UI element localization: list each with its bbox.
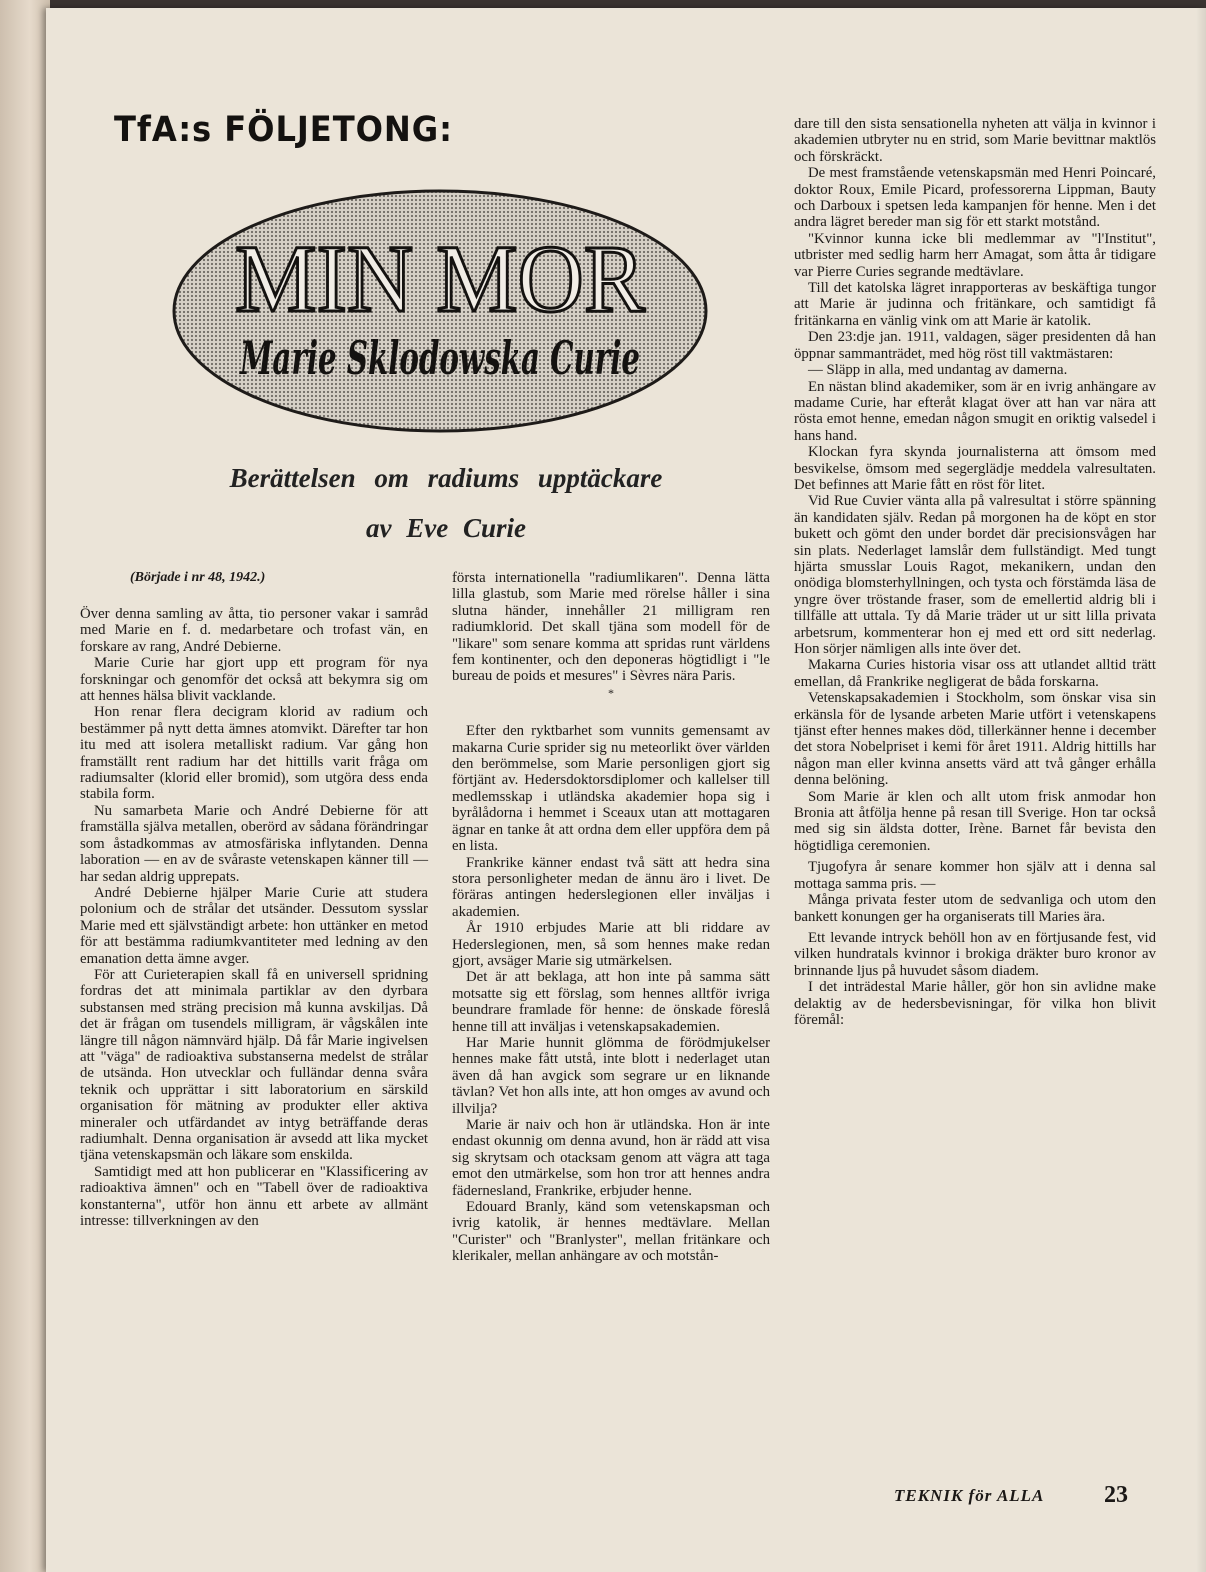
paragraph: Vid Rue Cuvier vänta alla på valresultat i större spänning än kandidaten själv. Redan på morgonen ha de köpt en stor bukett och gömt den under bordet där precisionsvågen har sin plats. Nederlaget lamslår dem fullständigt. Med tungt hjärta smusslar Louis Ragot, mekanikern, undan den onödiga blomsterhyllningen, och tysta och förstämda läsa de yngre över tröstande fraser, som de emellertid aldrig bli i tillfälle att uttala. Ty då Marie träder ut ur sitt lilla privata arbetsrum, kommenterar hon ej med ett ord sitt nederlag. Hon sörjer nämligen alls inte över det.: [794, 493, 1156, 657]
paragraph: "Kvinnor kunna icke bli medlemmar av "l'Institut", utbrister med sedlig harm herr Amagat, som åtta år tidigare var Pierre Curies segrande medtävlare.: [794, 230, 1156, 280]
paragraph: Hon renar flera decigram klorid av radium och bestämmer på nytt detta ämnes atomvikt. Därefter tar hon itu med att isolera metalliskt radium. Var gång hon framställt rent radium har det hittills varit fråga om radiumsalter (klorid eller bromid), som utgöra dess enda stabila form.: [80, 704, 428, 803]
paragraph: Har Marie hunnit glömma de förödmjukelser hennes make fått utstå, inte blott i nederlaget utan även då han avgick som segrare ur en liknande tävlan? Vet hon alls inte, att hon omges av avund och illvilja?: [452, 1034, 770, 1117]
adjacent-page-edge: [0, 0, 50, 1572]
title-script-name: Marie Sklodowska Curie: [238, 331, 640, 385]
series-kicker: TfA:s FÖLJETONG:: [114, 110, 453, 150]
magazine-page: [46, 8, 1206, 1572]
paragraph: Ett levande intryck behöll hon av en förtjusande fest, vid vilken hundratals kvinnor i brokiga dräkter buro kronor av brinnande ljus på huvudet såsom diadem.: [794, 929, 1156, 979]
paragraph: André Debierne hjälper Marie Curie att studera polonium och de strålar det utsänder. Dessutom sysslar Marie med ett självständigt arbete: hon uttänker en metod för att bestämma radiumkvantiteter med ledning av den emanation detta ämne avger.: [80, 884, 428, 967]
paragraph: Samtidigt med att hon publicerar en "Klassificering av radioaktiva ämnen" och en "Tabell över de radioaktiva konstanterna", utför hon ännu ett arbete av allmänt intresse: tillverkningen av den: [80, 1163, 428, 1230]
subtitle: Berättelsen om radiums upptäckare: [229, 463, 663, 493]
paragraph: Vetenskapsakademien i Stockholm, som önskar visa sin erkänsla för de lysande arbeten Marie utfört i vetenskapens tjänst efter hennes makes död, tillerkänner henne i december det stora Nobelpriset i kemi för året 1911. Aldrig hittills har någon man eller kvinna ansetts värd att två gånger erhålla denna belöning.: [794, 690, 1156, 789]
paragraph: Som Marie är klen och allt utom frisk anmodar hon Bronia att åtfölja henne på resan till Sverige. Hon tar också med sig sin äldsta dotter, Irène. Barnet får bevista den högtidliga ceremonien.: [794, 788, 1156, 854]
paragraph: Marie är naiv och hon är utländska. Hon är inte endast okunnig om denna avund, hon är rädd att visa sig skrytsam och otacksam genom att vägra att taga emot den utmärkelse, som hon tror att hennes andra fädernesland, Frankrike, erbjuder henne.: [452, 1117, 770, 1199]
paragraph: Den 23:dje jan. 1911, valdagen, säger presidenten då han öppnar sammanträdet, med hög röst till vaktmästaren:: [794, 329, 1156, 362]
paragraph: Frankrike känner endast två sätt att hedra sina stora personligheter medan de ännu äro i livet. De föräras antingen hederslegionen eller inväljas i akademien.: [452, 854, 770, 920]
paragraph: Till det katolska lägret inrapporteras av beskäftiga tungor att Marie är judinna och fritänkare, och samtidigt få fritänkarna en vänlig vink om att Marie är katolik.: [794, 280, 1156, 329]
paragraph: Efter den ryktbarhet som vunnits gemensamt av makarna Curie sprider sig nu meteorlikt över världen den berömmelse, som Marie personligen gjort sig förtjänt av. Hedersdoktorsdiplomer och kallelser till medlemsskap i utländska akademier hopa sig i byrålådorna i hemmet i Sceaux utan att mottagaren ägnar en tanke åt att ordna dem eller uppföra dem på en lista.: [452, 723, 770, 855]
paragraph: Nu samarbeta Marie och André Debierne för att framställa själva metallen, oberörd av sådana förändringar som åstadkommas av atmosfäriska inflytanden. Denna laboration — en av de svåraste vetenskapen känner till — har sedan aldrig upprepats.: [80, 802, 428, 885]
paragraph: Det är att beklaga, att hon inte på samma sätt motsatte sig ett förslag, som hennes alltför ivriga beundrare framlade för henne: de önskade föreslå henne till att inväljas i vetenskapsakademien.: [452, 969, 770, 1035]
magazine-name-footer: TEKNIK för ALLA: [894, 1486, 1045, 1505]
article-column-3: [794, 116, 1156, 1028]
article-column-2: [452, 570, 770, 1265]
paragraph: För att Curieterapien skall få en universell spridning fordras det att minimala partiklar av den dyrbara substansen med sträng precision må kunna avskiljas. Då det är frågan om tusendels milligram, är vågskålen inte längre till någon nämnvärd hjälp. Då får Marie ingivelsen att "väga" de radioaktiva substanserna medelst de strålar de utsända. Hon utvecklar och fulländar denna svåra teknik och upprättar i sitt laboratorium en särskild organisation för mätning av produkter eller aktiva mineraler och utfärdandet av intyg beträffande deras radiumhalt. Denna organisation är avsedd att lika mycket tjäna vetenskapsmän och läkare som enskilda.: [80, 966, 428, 1164]
section-separator: *: [608, 685, 614, 700]
paragraph: Makarna Curies historia visar oss att utlandet alltid trätt emellan, då Frankrike negligerat de båda forskarna.: [794, 657, 1156, 690]
paragraph: En nästan blind akademiker, som är en ivrig anhängare av madame Curie, har efteråt klagat över att han var nära att rösta emot henne, emedan någon smugit en oriktig valsedel i hans hand.: [794, 378, 1156, 444]
page-number: 23: [1104, 1482, 1128, 1508]
paragraph: År 1910 erbjudes Marie att bli riddare av Hederslegionen, men, så som hennes make redan gjort, avsäger Marie sig utmärkelsen.: [452, 920, 770, 969]
paragraph: — Släpp in alla, med undantag av damerna.: [808, 362, 1068, 379]
paragraph: Över denna samling av åtta, tio personer vakar i samråd med Marie en f. d. medarbetare och trofast vän, en forskare av rang, André Debierne.: [80, 606, 428, 655]
paragraph: Klockan fyra skynda journalisterna att ömsom med besvikelse, ömsom med segerglädje meddela valresultaten. Det befinnes att Marie fått en röst för litet.: [794, 444, 1156, 493]
paragraph: I det inträdestal Marie håller, gör hon sin avlidne make delaktig av de hedersbevisningar, för vilka hon blivit föremål:: [794, 979, 1156, 1028]
paragraph: Många privata fester utom de sedvanliga och utom den bankett konungen ger ha organiserats till Maries ära.: [794, 892, 1156, 925]
title-logo: [170, 186, 710, 436]
paragraph: Tjugofyra år senare kommer hon själv att i denna sal mottaga samma pris. —: [794, 859, 1156, 892]
title-main: MIN MOR: [235, 225, 645, 332]
paragraph: dare till den sista sensationella nyheten att välja in kvinnor i akademien utbryter nu en strid, som Marie bevittnar maktlös och förskräckt.: [794, 116, 1156, 165]
byline: av Eve Curie: [366, 513, 526, 543]
article-column-1: [80, 606, 428, 1229]
paragraph: Marie Curie har gjort upp ett program för nya forskningar och genomför det också att bekymra sig om att hennes hälsa blivit vacklande.: [80, 655, 428, 705]
paragraph: Edouard Branly, känd som vetenskapsman och ivrig katolik, är hennes medtävlare. Mellan "Curister" och "Branlyster", mellan fritänkare och klerikaler, mellan anhängare av och motstån-: [452, 1199, 770, 1265]
paragraph: första internationella "radiumlikaren". Denna lätta lilla glastub, som Marie med rörelse håller i sina slutna händer, innehåller 21 milligram ren radiumklorid. Det skall tjäna som modell för de "likare" som senare komma att spridas runt världens fem kontinenter, och den deponeras högtidligt i "le bureau de poids et mesures" i Sèvres nära Paris.: [452, 570, 770, 685]
paragraph: De mest framstående vetenskapsmän med Henri Poincaré, doktor Roux, Emile Picard, professorerna Lippman, Bauty och Darboux i spetsen leda kampanjen för henne. Men i det andra lägret bereder man sig för ett starkt motstånd.: [794, 165, 1156, 231]
continued-note: (Började i nr 48, 1942.): [130, 570, 266, 585]
